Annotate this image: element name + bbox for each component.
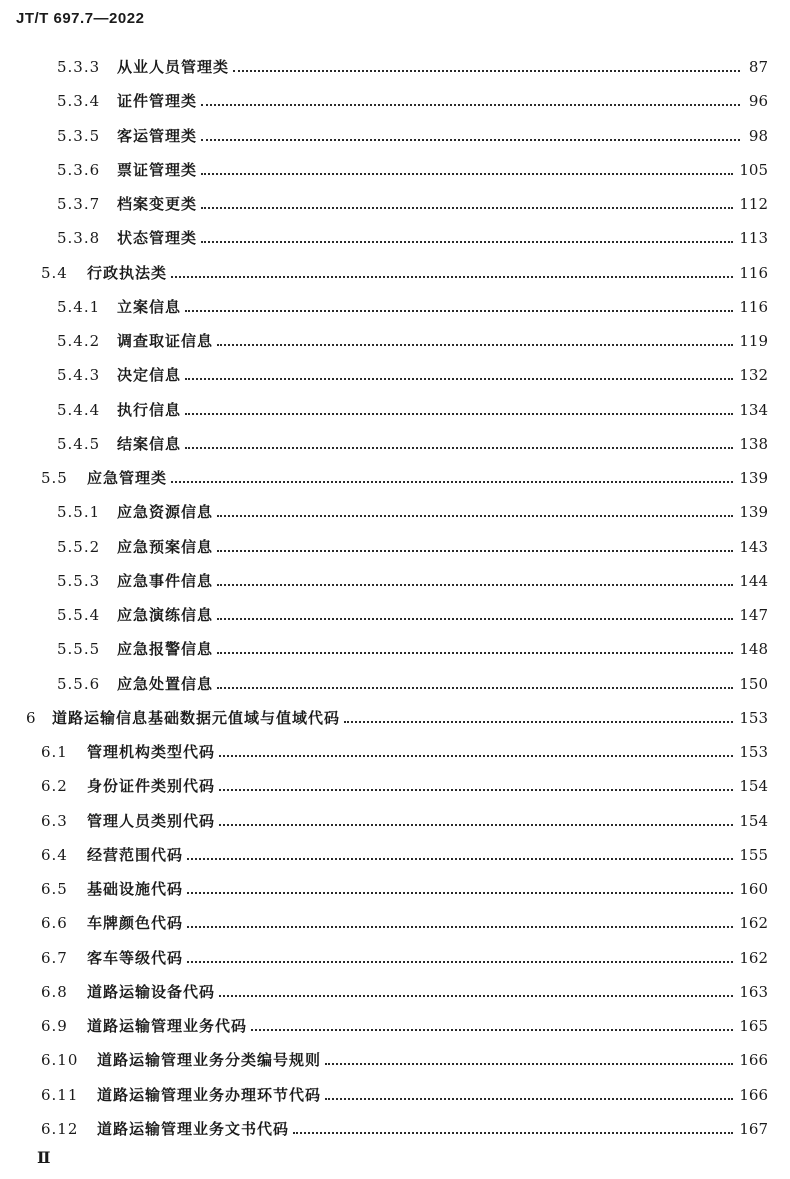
document-standard-code: JT/T 697.7—2022 [16,10,145,27]
toc-entry-title: 立案信息 [117,297,182,316]
toc-entry-number: 5.5.2 [57,537,101,556]
toc-entry-page-number: 153 [739,708,768,727]
toc-entry[interactable] [0,259,768,287]
toc-entry-title: 道路运输信息基础数据元值域与值域代码 [52,708,341,727]
toc-entry[interactable] [0,567,768,595]
toc-entry-page-number: 144 [739,571,768,590]
toc-entry-page-number: 153 [739,743,768,761]
toc-entry[interactable] [0,704,768,732]
toc-dot-leader [217,515,733,517]
toc-entry-title: 从业人员管理类 [117,58,230,76]
toc-entry-number: 5.4.5 [57,434,101,453]
toc-dot-leader [185,413,733,415]
toc-dot-leader [217,550,733,552]
toc-entry-number: 5.4.3 [57,366,101,385]
toc-dot-leader [293,1132,733,1134]
toc-entry-title: 应急报警信息 [117,640,214,659]
toc-dot-leader [187,961,733,963]
toc-dot-leader [219,755,733,757]
toc-entry-page-number: 119 [739,332,768,350]
toc-entry-number: 5.4.1 [57,297,101,316]
toc-entry-number: 5.5.6 [57,674,101,693]
toc-dot-leader [201,207,733,209]
toc-entry-page-number: 143 [739,537,768,556]
toc-entry-number: 6.3 [41,811,68,830]
toc-entry-number: 6.8 [41,982,68,1001]
toc-entry-title: 应急预案信息 [117,537,214,556]
toc-entry-title: 结案信息 [117,434,182,453]
toc-entry-page-number: 154 [739,777,768,796]
toc-entry-title: 道路运输设备代码 [87,982,216,1001]
toc-entry-title: 道路运输管理业务分类编号规则 [97,1051,322,1070]
toc-entry[interactable] [0,1012,768,1040]
toc-entry[interactable] [0,498,768,526]
toc-entry[interactable] [0,909,768,937]
toc-entry[interactable] [0,430,768,458]
toc-entry[interactable] [0,53,768,81]
toc-entry-page-number: 155 [739,845,768,864]
toc-entry-number: 6 [26,708,37,727]
toc-entry-number: 5.3.7 [57,195,101,213]
toc-dot-leader [201,173,733,175]
toc-entry-number: 5.3.6 [57,160,101,179]
toc-entry-page-number: 139 [739,469,768,487]
toc-dot-leader [344,721,733,723]
toc-entry-title: 客车等级代码 [87,948,184,967]
toc-entry[interactable] [0,738,768,766]
toc-entry-title: 行政执法类 [87,263,168,282]
toc-entry-number: 5.5 [41,469,68,487]
toc-entry-page-number: 167 [739,1119,768,1138]
toc-entry-title: 状态管理类 [117,229,198,248]
toc-entry-number: 5.5.4 [57,606,101,624]
toc-entry[interactable] [0,1081,768,1109]
toc-entry-page-number: 105 [739,160,768,179]
toc-entry-title: 道路运输管理业务文书代码 [97,1119,290,1138]
toc-entry-number: 6.4 [41,845,68,864]
toc-entry[interactable] [0,944,768,972]
toc-entry-page-number: 98 [748,126,768,145]
toc-entry-title: 经营范围代码 [87,845,184,864]
toc-dot-leader [217,652,733,654]
toc-entry[interactable] [0,122,768,150]
toc-entry[interactable] [0,1046,768,1074]
toc-entry-title: 应急管理类 [87,469,168,487]
toc-dot-leader [187,892,733,894]
toc-entry-number: 5.3.5 [57,126,101,145]
toc-entry[interactable] [0,87,768,115]
toc-dot-leader [201,104,740,106]
toc-entry-title: 应急资源信息 [117,503,214,522]
toc-entry-page-number: 166 [739,1051,768,1070]
toc-entry-page-number: 116 [739,297,768,316]
toc-entry[interactable] [0,875,768,903]
toc-dot-leader [171,276,733,278]
toc-entry-page-number: 147 [739,606,768,624]
toc-entry-title: 证件管理类 [117,92,198,111]
toc-entry-title: 票证管理类 [117,160,198,179]
toc-entry-number: 6.2 [41,777,68,796]
toc-entry[interactable] [0,156,768,184]
toc-entry-page-number: 166 [739,1085,768,1104]
toc-entry-title: 基础设施代码 [87,880,184,898]
toc-dot-leader [185,310,733,312]
toc-dot-leader [217,687,733,689]
toc-entry-number: 5.4.4 [57,400,101,419]
toc-entry-page-number: 163 [739,982,768,1001]
toc-entry-page-number: 162 [739,948,768,967]
toc-entry-page-number: 113 [739,229,768,248]
toc-dot-leader [325,1063,733,1065]
toc-entry-number: 6.6 [41,914,68,933]
toc-entry[interactable] [0,772,768,800]
toc-entry[interactable] [0,807,768,835]
toc-entry-page-number: 139 [739,503,768,522]
toc-entry-title: 车牌颜色代码 [87,914,184,933]
toc-entry-page-number: 148 [739,640,768,659]
toc-entry-page-number: 112 [739,195,768,213]
toc-entry[interactable] [0,978,768,1006]
toc-dot-leader [171,481,733,483]
toc-entry[interactable] [0,190,768,218]
toc-entry-page-number: 87 [748,58,768,76]
toc-dot-leader [233,70,740,72]
toc-entry-number: 6.11 [41,1085,79,1104]
toc-entry-title: 执行信息 [117,400,182,419]
toc-entry-number: 6.5 [41,880,68,898]
toc-entry-title: 管理人员类别代码 [87,811,216,830]
toc-entry-page-number: 150 [739,674,768,693]
toc-entry-number: 5.5.1 [57,503,101,522]
toc-entry-number: 5.4.2 [57,332,101,350]
toc-entry-title: 客运管理类 [117,126,198,145]
toc-entry-title: 身份证件类别代码 [87,777,216,796]
toc-entry[interactable] [0,1115,768,1143]
toc-entry-title: 决定信息 [117,366,182,385]
toc-entry[interactable] [0,841,768,869]
toc-entry-title: 应急事件信息 [117,571,214,590]
toc-entry-page-number: 134 [739,400,768,419]
toc-dot-leader [201,139,740,141]
toc-entry-number: 6.12 [41,1119,79,1138]
toc-entry[interactable] [0,293,768,321]
toc-entry[interactable] [0,327,768,355]
toc-entry-page-number: 132 [739,366,768,385]
toc-entry[interactable] [0,635,768,663]
toc-entry[interactable] [0,396,768,424]
toc-entry-page-number: 138 [739,434,768,453]
toc-entry-page-number: 116 [739,263,768,282]
toc-entry-number: 5.3.8 [57,229,101,248]
toc-dot-leader [185,378,733,380]
toc-entry[interactable] [0,533,768,561]
toc-entry-title: 档案变更类 [117,195,198,213]
toc-dot-leader [217,344,733,346]
toc-entry[interactable] [0,464,768,492]
toc-entry-page-number: 154 [739,811,768,830]
toc-entry-title: 调查取证信息 [117,332,214,350]
toc-entry-number: 6.1 [41,743,68,761]
toc-entry-page-number: 160 [739,880,768,898]
toc-dot-leader [219,824,733,826]
toc-entry-number: 5.3.3 [57,58,101,76]
toc-dot-leader [219,995,733,997]
toc-dot-leader [187,926,733,928]
toc-entry-title: 管理机构类型代码 [87,743,216,761]
toc-entry-number: 5.3.4 [57,92,101,111]
toc-entry[interactable] [0,601,768,629]
toc-entry-number: 6.10 [41,1051,79,1070]
toc-entry[interactable] [0,361,768,389]
toc-dot-leader [185,447,733,449]
toc-entry-title: 应急演练信息 [117,606,214,624]
toc-entry-title: 应急处置信息 [117,674,214,693]
toc-entry-number: 6.9 [41,1017,68,1035]
toc-entry-number: 5.4 [41,263,68,282]
page-number-label: Ⅱ [37,1148,51,1167]
toc-dot-leader [217,618,733,620]
toc-entry-number: 6.7 [41,948,68,967]
toc-dot-leader [325,1098,733,1100]
toc-dot-leader [217,584,733,586]
toc-entry-title: 道路运输管理业务代码 [87,1017,248,1035]
toc-entry-number: 5.5.5 [57,640,101,659]
toc-dot-leader [187,858,733,860]
toc-entry-title: 道路运输管理业务办理环节代码 [97,1085,322,1104]
toc-entry-page-number: 165 [739,1017,768,1035]
toc-entry[interactable] [0,670,768,698]
toc-entry-page-number: 96 [748,92,768,111]
toc-entry-page-number: 162 [739,914,768,933]
toc-entry-number: 5.5.3 [57,571,101,590]
toc-entry[interactable] [0,224,768,252]
toc-dot-leader [219,789,733,791]
toc-dot-leader [201,241,733,243]
toc-dot-leader [251,1029,733,1031]
